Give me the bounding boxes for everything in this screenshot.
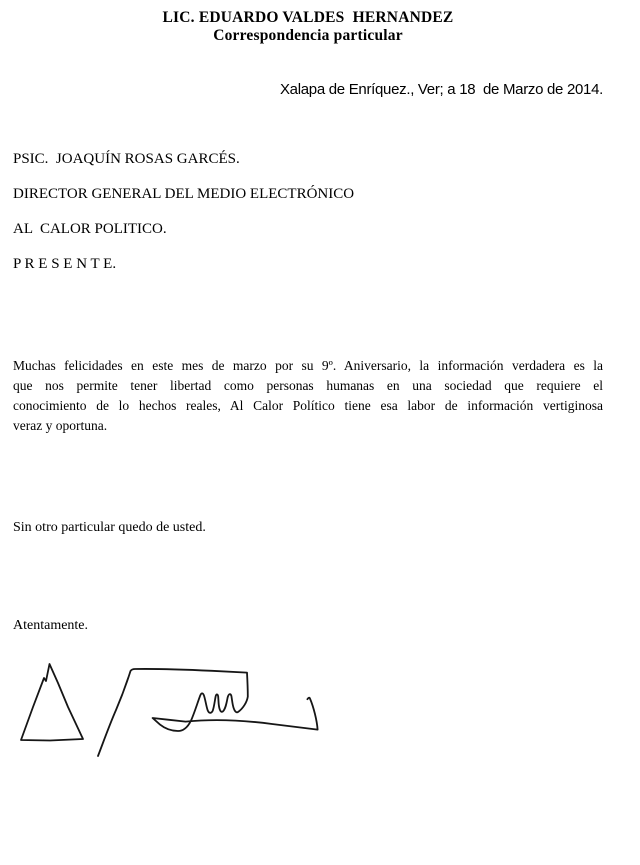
recipient-organization: AL CALOR POLITICO. xyxy=(13,221,167,237)
body-line: Muchas felicidades en este mes de marzo por su 9º. Aniversario, la información verdadera es la xyxy=(13,358,603,373)
recipient-name: PSIC. JOAQUÍN ROSAS GARCÉS. xyxy=(13,151,240,167)
recipient-title: DIRECTOR GENERAL DEL MEDIO ELECTRÓNICO xyxy=(13,186,355,202)
body-line: conocimiento de lo hechos reales, Al Calor Político tiene esa labor de información vertiginosa xyxy=(13,398,603,413)
closing-line: Sin otro particular quedo de usted. xyxy=(13,520,206,535)
letterhead-name: LIC. EDUARDO VALDES HERNANDEZ xyxy=(162,9,454,26)
date-line: Xalapa de Enríquez., Ver; a 18 de Marzo de 2014. xyxy=(279,81,603,98)
handwritten-signature xyxy=(0,650,340,770)
signature-main-stroke xyxy=(98,669,318,756)
letterhead-subtitle: Correspondencia particular xyxy=(213,27,403,44)
signature-triangle-stroke xyxy=(21,664,83,741)
body-paragraph xyxy=(13,356,603,436)
signoff-line: Atentamente. xyxy=(13,618,89,633)
body-line: veraz y oportuna. xyxy=(13,418,108,433)
body-line: que nos permite tener libertad como personas humanas en una sociedad que requiere el xyxy=(13,378,603,393)
recipient-presente: P R E S E N T E. xyxy=(13,256,117,272)
